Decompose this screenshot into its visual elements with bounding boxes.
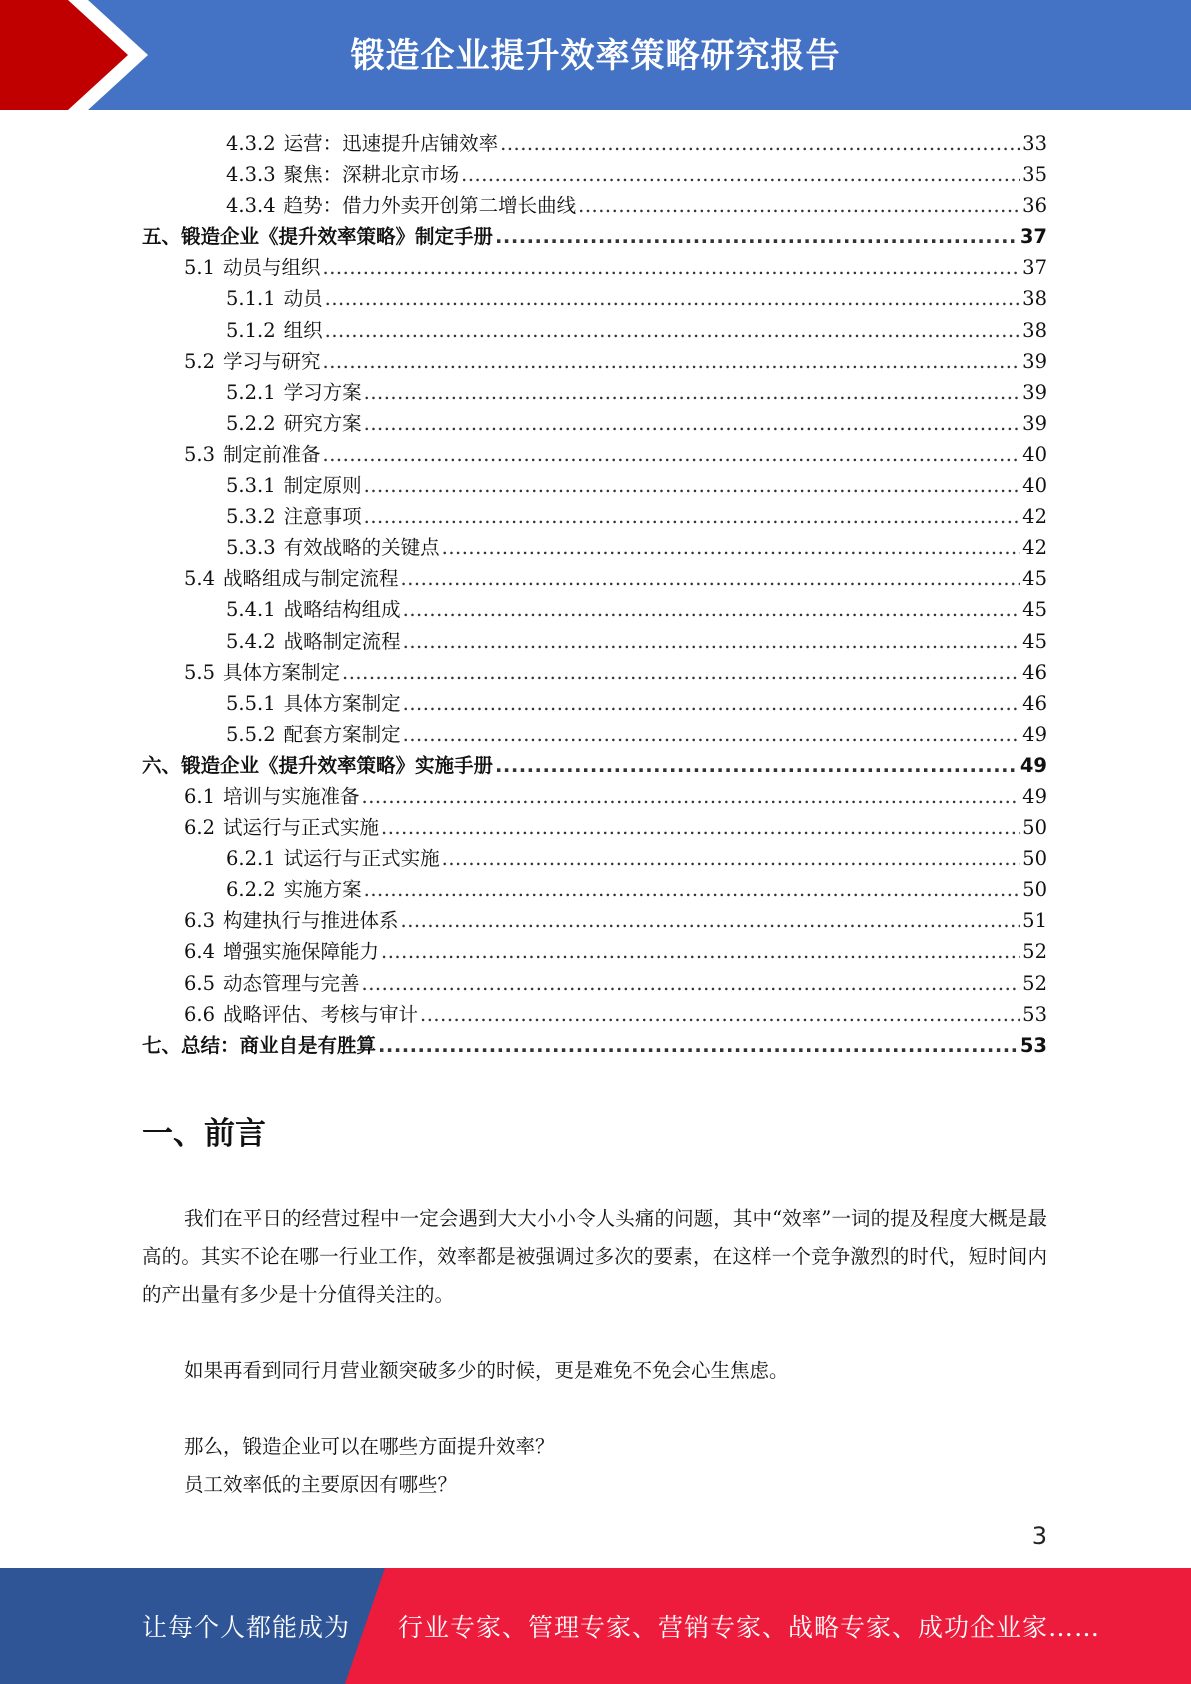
toc-entry[interactable] <box>142 594 1047 625</box>
toc-dot-leader <box>403 626 1021 657</box>
toc-dot-leader <box>323 346 1021 377</box>
toc-dot-leader <box>403 594 1021 625</box>
toc-entry-title: 学习方案 <box>283 380 362 404</box>
toc-entry[interactable] <box>142 346 1047 377</box>
toc-entry-number: 5.5 <box>184 660 216 684</box>
toc-dot-leader <box>362 781 1021 812</box>
toc-entry[interactable] <box>142 501 1047 532</box>
body-paragraph-3 <box>142 1428 1047 1466</box>
toc-entry[interactable] <box>142 532 1047 563</box>
toc-entry-page: 49 <box>1022 784 1047 808</box>
toc-entry-page: 37 <box>1022 256 1047 280</box>
toc-entry-page: 45 <box>1022 567 1047 591</box>
toc-dot-leader <box>420 999 1020 1030</box>
toc-entry-page: 40 <box>1022 442 1047 466</box>
body-paragraph-1 <box>142 1200 1047 1314</box>
toc-entry[interactable] <box>142 221 1047 252</box>
toc-dot-leader <box>362 968 1021 999</box>
toc-entry-page: 45 <box>1022 598 1047 622</box>
toc-entry[interactable] <box>142 843 1047 874</box>
toc-entry[interactable] <box>142 408 1047 439</box>
toc-entry[interactable] <box>142 688 1047 719</box>
toc-entry-title: 实施方案 <box>283 878 362 902</box>
toc-entry[interactable] <box>142 781 1047 812</box>
toc-entry-title: 动员与组织 <box>223 256 321 280</box>
toc-entry-number: 5.1.2 <box>226 318 276 342</box>
toc-entry-number: 5.3.2 <box>226 505 276 529</box>
toc-dot-leader <box>401 563 1021 594</box>
toc-entry-page: 50 <box>1022 816 1047 840</box>
toc-entry-page: 40 <box>1022 474 1047 498</box>
toc-entry-number: 6.4 <box>184 940 216 964</box>
toc-dot-leader <box>442 843 1021 874</box>
body-paragraph-4 <box>142 1466 1047 1504</box>
toc-entry[interactable] <box>142 439 1047 470</box>
toc-entry-page: 46 <box>1022 660 1047 684</box>
toc-entry[interactable] <box>142 190 1047 221</box>
toc-entry-page: 45 <box>1022 629 1047 653</box>
toc-entry[interactable] <box>142 719 1047 750</box>
toc-entry-page: 35 <box>1022 163 1047 187</box>
toc-entry-title: 具体方案制定 <box>283 691 401 715</box>
toc-entry-title: 注意事项 <box>283 505 362 529</box>
toc-entry-page: 39 <box>1022 411 1047 435</box>
toc-entry-page: 50 <box>1022 847 1047 871</box>
toc-entry-page: 42 <box>1022 505 1047 529</box>
toc-entry[interactable] <box>142 812 1047 843</box>
toc-entry-title: 具体方案制定 <box>223 660 341 684</box>
toc-entry-page: 36 <box>1022 194 1047 218</box>
toc-entry-page: 49 <box>1022 722 1047 746</box>
toc-entry[interactable] <box>142 999 1047 1030</box>
toc-entry-title: 构建执行与推进体系 <box>223 909 399 933</box>
page-number: 3 <box>1031 1522 1047 1550</box>
toc-dot-leader <box>442 532 1021 563</box>
toc-entry-number: 4.3.3 <box>226 163 276 187</box>
toc-entry-page: 39 <box>1022 380 1047 404</box>
toc-entry-page: 53 <box>1022 1002 1047 1026</box>
toc-entry-number: 5.4.2 <box>226 629 276 653</box>
toc-entry-number: 6.3 <box>184 909 216 933</box>
toc-entry-page: 37 <box>1019 225 1047 249</box>
toc-entry[interactable] <box>142 377 1047 408</box>
toc-entry-number: 5.4.1 <box>226 598 276 622</box>
toc-entry-page: 39 <box>1022 349 1047 373</box>
toc-entry-title: 有效战略的关键点 <box>283 536 440 560</box>
toc-dot-leader <box>364 501 1021 532</box>
toc-entry-title: 运营：迅速提升店铺效率 <box>283 132 499 155</box>
toc-entry-number: 6.2.2 <box>226 878 276 902</box>
toc-entry[interactable] <box>142 905 1047 936</box>
toc-dot-leader <box>364 470 1021 501</box>
toc-entry-page: 33 <box>1022 132 1047 155</box>
toc-dot-leader <box>403 719 1021 750</box>
toc-entry-number: 6.6 <box>184 1002 216 1026</box>
toc-entry[interactable] <box>142 563 1047 594</box>
header-title: 锻造企业提升效率策略研究报告 <box>350 36 841 76</box>
toc-entry-page: 49 <box>1019 753 1047 777</box>
toc-entry-page: 53 <box>1019 1033 1047 1057</box>
toc-entry-page: 42 <box>1022 536 1047 560</box>
toc-entry-number: 5.1 <box>184 256 216 280</box>
toc-entry[interactable] <box>142 283 1047 314</box>
toc-entry-title: 试运行与正式实施 <box>223 816 380 840</box>
toc-dot-leader <box>381 812 1020 843</box>
toc-dot-leader <box>495 221 1018 252</box>
paragraph-text: 那么，锻造企业可以在哪些方面提升效率？ <box>184 1435 555 1458</box>
toc-entry-title: 培训与实施准备 <box>223 784 360 808</box>
toc-entry-title: 增强实施保障能力 <box>223 940 380 964</box>
toc-entry-number: 5.4 <box>184 567 216 591</box>
paragraph-text: 如果再看到同行月营业额突破多少的时候，更是难免不免会心生焦虑。 <box>184 1359 789 1382</box>
paragraph-text: 员工效率低的主要原因有哪些？ <box>184 1473 458 1496</box>
toc-entry-number: 5.2.2 <box>226 411 276 435</box>
toc-entry-title: 六、锻造企业《提升效率策略》实施手册 <box>142 753 494 777</box>
toc-entry-number: 6.2.1 <box>226 847 276 871</box>
toc-dot-leader <box>578 190 1020 221</box>
toc-entry-title: 趋势：借力外卖开创第二增长曲线 <box>283 194 577 218</box>
toc-entry-page: 52 <box>1022 971 1047 995</box>
toc-dot-leader <box>500 128 1020 159</box>
toc-entry-title: 配套方案制定 <box>283 722 401 746</box>
toc-dot-leader <box>364 408 1021 439</box>
toc-dot-leader <box>342 657 1020 688</box>
toc-entry-number: 6.1 <box>184 784 216 808</box>
toc-entry[interactable] <box>142 315 1047 346</box>
toc-entry-number: 4.3.2 <box>226 132 276 155</box>
toc-dot-leader <box>495 750 1018 781</box>
toc-entry-page: 38 <box>1022 287 1047 311</box>
toc-dot-leader <box>364 377 1021 408</box>
table-of-contents <box>142 128 1047 1061</box>
toc-entry-number: 5.3.3 <box>226 536 276 560</box>
toc-entry[interactable] <box>142 159 1047 190</box>
section-title: 一、前言 <box>142 1116 266 1152</box>
toc-dot-leader <box>364 874 1021 905</box>
toc-entry[interactable] <box>142 750 1047 781</box>
toc-entry-title: 制定原则 <box>283 474 362 498</box>
toc-dot-leader <box>323 252 1021 283</box>
toc-entry-number: 5.2.1 <box>226 380 276 404</box>
page-footer <box>0 1568 1191 1684</box>
toc-entry-title: 战略制定流程 <box>283 629 401 653</box>
body-paragraph-2 <box>142 1352 1047 1390</box>
toc-entry-number: 5.3 <box>184 442 216 466</box>
toc-entry-title: 七、总结：商业自是有胜算 <box>142 1033 377 1057</box>
toc-dot-leader <box>325 315 1021 346</box>
toc-entry[interactable] <box>142 128 1047 159</box>
toc-entry-title: 动员 <box>283 287 323 311</box>
toc-entry-title: 研究方案 <box>283 411 362 435</box>
toc-entry-number: 6.5 <box>184 971 216 995</box>
toc-entry-number: 4.3.4 <box>226 194 276 218</box>
toc-entry-number: 6.2 <box>184 816 216 840</box>
toc-entry[interactable] <box>142 470 1047 501</box>
footer-slogan-right: 行业专家、管理专家、营销专家、战略专家、成功企业家…… <box>398 1613 1101 1642</box>
toc-entry-number: 5.3.1 <box>226 474 276 498</box>
toc-entry[interactable] <box>142 252 1047 283</box>
toc-entry-title: 五、锻造企业《提升效率策略》制定手册 <box>142 225 494 249</box>
toc-entry[interactable] <box>142 968 1047 999</box>
toc-entry-title: 制定前准备 <box>223 442 321 466</box>
toc-entry[interactable] <box>142 657 1047 688</box>
toc-dot-leader <box>323 439 1021 470</box>
toc-entry-page: 50 <box>1022 878 1047 902</box>
toc-entry[interactable] <box>142 1030 1047 1061</box>
toc-dot-leader <box>401 905 1021 936</box>
toc-entry-title: 学习与研究 <box>223 349 321 373</box>
toc-entry-title: 聚焦：深耕北京市场 <box>283 163 460 187</box>
toc-entry-title: 试运行与正式实施 <box>283 847 440 871</box>
toc-dot-leader <box>378 1030 1018 1061</box>
toc-dot-leader <box>461 159 1020 190</box>
toc-dot-leader <box>403 688 1021 719</box>
toc-dot-leader <box>381 936 1020 967</box>
toc-entry-page: 46 <box>1022 691 1047 715</box>
toc-entry-title: 战略组成与制定流程 <box>223 567 399 591</box>
toc-entry-number: 5.5.2 <box>226 722 276 746</box>
toc-entry-number: 5.5.1 <box>226 691 276 715</box>
toc-entry-number: 5.2 <box>184 349 216 373</box>
toc-entry-title: 动态管理与完善 <box>223 971 360 995</box>
toc-entry-page: 52 <box>1022 940 1047 964</box>
page-header <box>0 0 1191 110</box>
toc-entry-title: 战略评估、考核与审计 <box>223 1002 419 1026</box>
toc-entry-page: 51 <box>1022 909 1047 933</box>
toc-entry-page: 38 <box>1022 318 1047 342</box>
toc-entry[interactable] <box>142 874 1047 905</box>
footer-slogan-left: 让每个人都能成为 <box>142 1613 351 1642</box>
toc-entry-title: 战略结构组成 <box>283 598 401 622</box>
toc-entry-title: 组织 <box>283 318 323 342</box>
toc-entry[interactable] <box>142 626 1047 657</box>
toc-dot-leader <box>325 283 1021 314</box>
toc-entry[interactable] <box>142 936 1047 967</box>
paragraph-text: 我们在平日的经营过程中一定会遇到大大小小令人头痛的问题，其中“效率”一词的提及程度大概是最高的。其实不论在哪一行业工作，效率都是被强调过多次的要素，在这样一个竞争激烈的时代，短时间内的产出量有多少是十分值得关注的。 <box>142 1207 1047 1306</box>
toc-entry-number: 5.1.1 <box>226 287 276 311</box>
